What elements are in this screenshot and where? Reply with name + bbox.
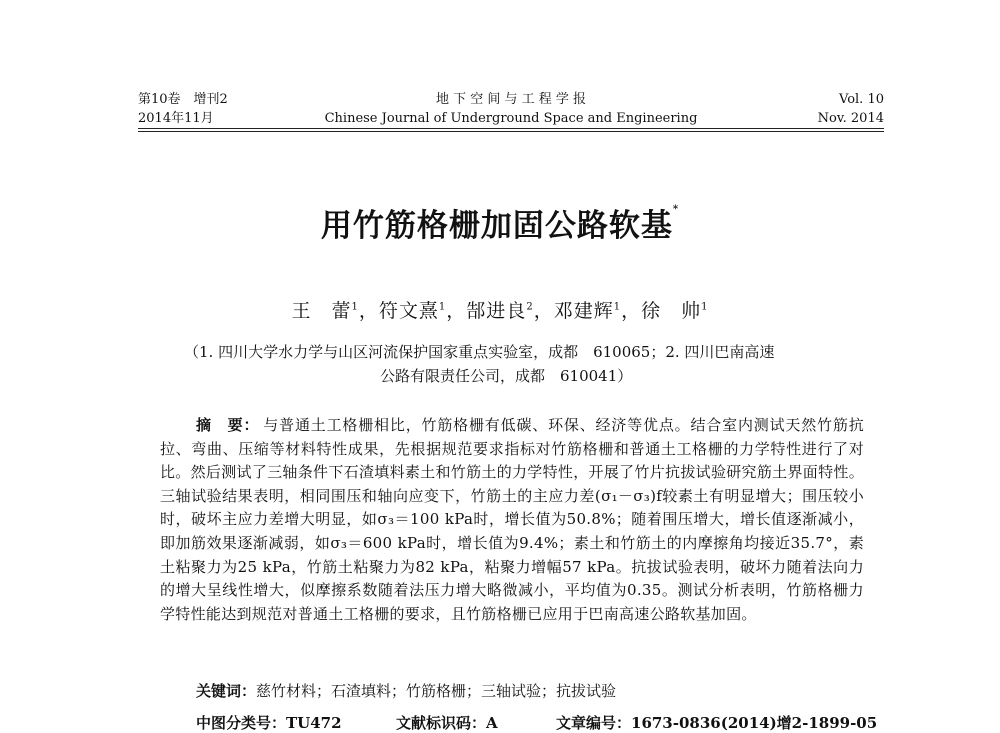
classification-line (196, 712, 896, 733)
author-affil-mark: 1 (351, 301, 359, 313)
header-journal-cn: 地 下 空 间 与 工 程 学 报 (435, 92, 587, 107)
journal-header (138, 90, 884, 130)
article-number: 文章编号：1673-0836(2014)增2-1899-05 (556, 714, 878, 732)
affiliation-line-1: （1. 四川大学水力学与山区河流保护国家重点实验室，成都 610065；2. 四川巴南高速 (184, 343, 775, 361)
author-affil-mark: 1 (701, 301, 709, 313)
header-journal-en: Chinese Journal of Underground Space and Engineering (324, 111, 698, 126)
clc-number: 中图分类号：TU472 (196, 714, 342, 732)
document-code: 文献标识码：A (396, 714, 498, 732)
header-vol-number: Vol. 10 (839, 92, 884, 107)
header-volume-issue: 第10卷 增刊2 (138, 92, 228, 107)
keywords-label: 关键词： (196, 682, 257, 700)
header-rule-top (138, 128, 884, 129)
abstract-text: 与普通土工格栅相比，竹筋格栅有低碳、环保、经济等优点。结合室内测试天然竹筋抗拉、弯曲、压缩等材料特性成果，先根据规范要求指标对竹筋格栅和普通土工格栅的力学特性进行了对比。然后测试了三轴条件下石渣填料素土和竹筋土的力学特性，开展了竹片抗拔试验研究筋土界面特性。三轴试验结果表明，相同围压和轴向应变下，竹筋土的主应力差(σ₁－σ₃)f较素土有明显增大；围压较小时，破坏主应力差增大明显，如σ₃＝100 kPa时，增长值为50.8%；随着围压增大，增长值逐渐减小，即加筋效果逐渐减弱，如σ₃＝600 kPa时，增长值为9.4%；素土和竹筋土的内摩擦角均接近35.7°，素土粘聚力为25 kPa，竹筋土粘聚力为82 kPa，粘聚力增幅57 kPa。抗拔试验表明，破坏力随着法向力的增大呈线性增大，似摩擦系数随着法压力增大略微减小，平均值为0.35。测试分析表明，竹筋格栅力学特性能达到规范对普通土工格栅的要求，且竹筋格栅已应用于巴南高速公路软基加固。 (160, 416, 865, 623)
paper-title (0, 200, 1000, 245)
author-name: 邓建辉 (553, 300, 614, 322)
author-name: 王 蕾 (291, 300, 352, 322)
author-affil-mark: 1 (438, 301, 447, 313)
title-footnote-mark: * (672, 204, 680, 215)
header-journal (138, 90, 884, 128)
paper-title-text: 用竹筋格栅加固公路软基 (320, 208, 673, 244)
keywords-text: 慈竹材料；石渣填料；竹筋格栅；三轴试验；抗拔试验 (256, 682, 617, 700)
header-date-en: Nov. 2014 (817, 111, 884, 126)
author-name: 符文熹 (378, 300, 439, 322)
header-date-cn: 2014年11月 (138, 111, 214, 126)
author-list: 王 蕾$^1$，符文熹$^1$，郜进良$^2$，邓建辉$^1$，徐 帅$^1$ (291, 300, 709, 322)
author-affil-mark: 2 (526, 301, 534, 313)
header-rule-bottom (138, 131, 884, 132)
author-name: 徐 帅 (641, 300, 702, 322)
abstract (160, 414, 864, 626)
author-name: 郜进良 (466, 300, 527, 322)
affiliation-line-2: 公路有限责任公司，成都 610041） (380, 367, 633, 385)
author-affil-mark: 1 (613, 301, 622, 313)
header-vol-en (818, 90, 884, 128)
abstract-label: 摘 要： (196, 416, 260, 434)
keywords (196, 681, 616, 701)
